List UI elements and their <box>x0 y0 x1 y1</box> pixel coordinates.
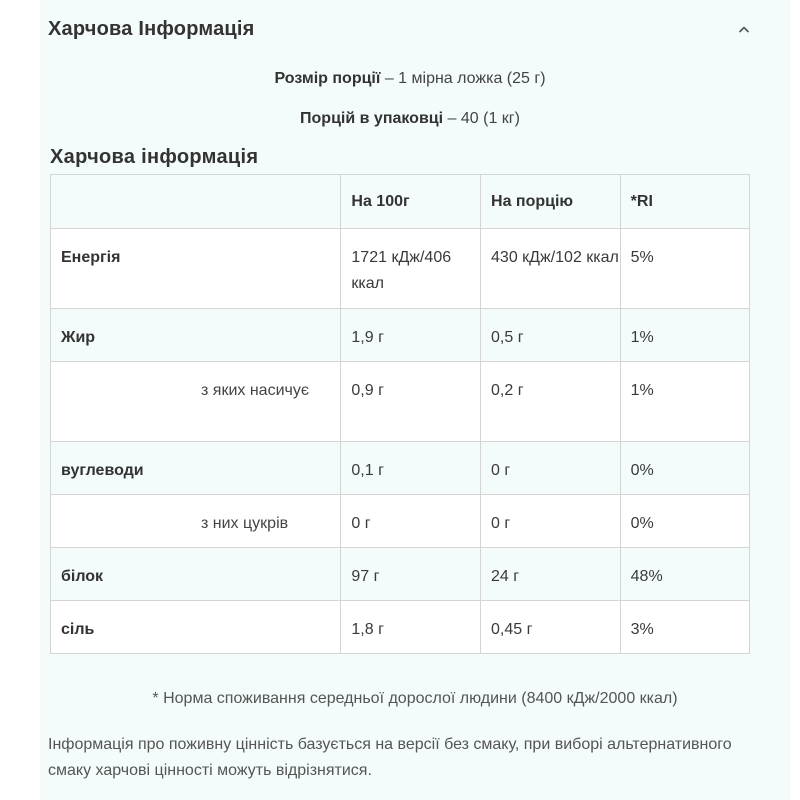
header-per-portion: На порцію <box>481 175 621 229</box>
servings-count-value: 40 (1 кг) <box>460 110 520 127</box>
table-row <box>51 309 750 362</box>
header-name-cell <box>51 175 341 229</box>
row-ri: 5% <box>620 229 749 309</box>
row-per100: 97 г <box>341 548 481 601</box>
row-portion: 0 г <box>481 442 621 495</box>
nutrition-table <box>50 174 750 654</box>
row-portion: 430 кДж/102 ккал <box>481 229 621 309</box>
ri-footnote: * Норма споживання середньої дорослої людини (8400 кДж/2000 ккал) <box>152 690 678 707</box>
serving-separator: – <box>443 110 461 127</box>
row-name-saturated: з яких насичує <box>51 362 341 442</box>
header-per-100g: На 100г <box>341 175 481 229</box>
row-per100: 1721 кДж/406 ккал <box>341 229 481 309</box>
nutrition-table-title: Харчова інформація <box>50 146 259 168</box>
row-portion: 24 г <box>481 548 621 601</box>
table-row <box>51 548 750 601</box>
row-portion: 0,2 г <box>481 362 621 442</box>
row-ri: 0% <box>620 442 749 495</box>
servings-count-label: Порцій в упаковці <box>300 110 444 127</box>
serving-size-value: 1 мірна ложка (25 г) <box>398 70 546 87</box>
row-per100: 1,9 г <box>341 309 481 362</box>
accordion-title: Харчова Інформація <box>48 17 255 40</box>
row-ri: 48% <box>620 548 749 601</box>
table-row <box>51 362 750 442</box>
nutrition-panel <box>40 0 790 800</box>
row-name-salt: сіль <box>51 601 341 654</box>
table-row <box>51 442 750 495</box>
row-per100: 0,1 г <box>341 442 481 495</box>
table-row <box>51 229 750 309</box>
table-row <box>51 601 750 654</box>
serving-size-line <box>40 70 780 88</box>
table-header-row <box>51 175 750 229</box>
row-name-sugars: з них цукрів <box>51 495 341 548</box>
row-portion: 0,45 г <box>481 601 621 654</box>
row-ri: 1% <box>620 309 749 362</box>
flavour-disclaimer: Інформація про поживну цінність базується на версії без смаку, при виборі альтернативного смаку харчові цінності можуть відрізнятися. <box>48 736 732 779</box>
row-name-energy: Енергія <box>51 229 341 309</box>
row-name-protein: білок <box>51 548 341 601</box>
nutrition-accordion-header[interactable] <box>48 14 748 44</box>
table-row <box>51 495 750 548</box>
header-ri: *RI <box>620 175 749 229</box>
servings-per-pack-line <box>40 110 780 128</box>
row-ri: 1% <box>620 362 749 442</box>
row-per100: 0 г <box>341 495 481 548</box>
row-per100: 0,9 г <box>341 362 481 442</box>
serving-size-label: Розмір порції <box>274 70 381 87</box>
row-name-carbs: вуглеводи <box>51 442 341 495</box>
row-portion: 0,5 г <box>481 309 621 362</box>
chevron-up-icon[interactable] <box>736 21 752 37</box>
row-ri: 0% <box>620 495 749 548</box>
row-ri: 3% <box>620 601 749 654</box>
row-portion: 0 г <box>481 495 621 548</box>
serving-separator: – <box>380 70 399 87</box>
row-per100: 1,8 г <box>341 601 481 654</box>
row-name-fat: Жир <box>51 309 341 362</box>
